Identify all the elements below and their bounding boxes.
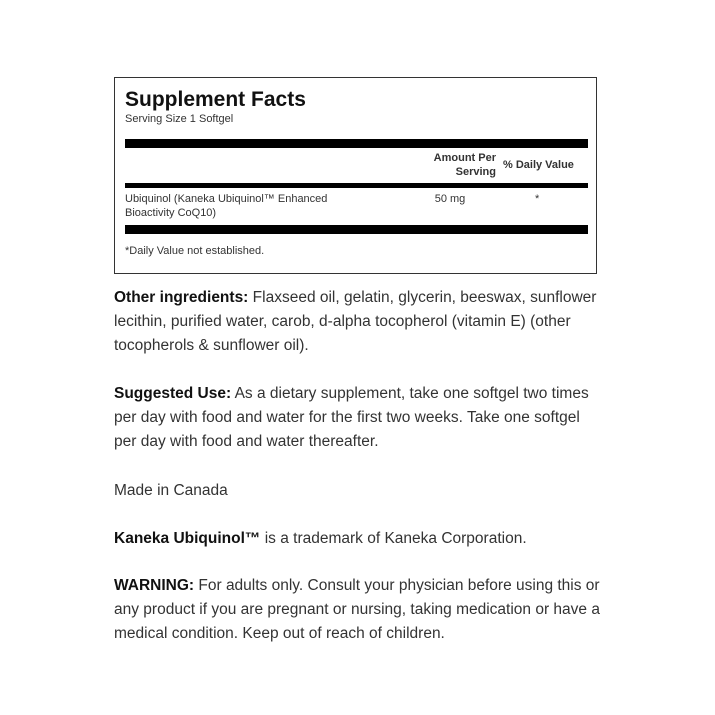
trademark-paragraph <box>114 527 600 551</box>
ingredient-daily-value: * <box>535 193 540 205</box>
bottom-divider-bar <box>125 225 588 234</box>
daily-value-footnote: *Daily Value not established. <box>125 245 265 257</box>
other-ingredients-paragraph <box>114 286 600 358</box>
other-ingredients-label: Other ingredients: <box>114 289 249 306</box>
suggested-use-text: As a dietary supplement, take one softgel two times per day with food and water for the first two weeks. Take one softgel per day with food and water thereafter. <box>114 385 589 450</box>
supplement-facts-title: Supplement Facts <box>125 88 306 111</box>
ingredient-amount: 50 mg <box>434 193 466 205</box>
supplement-facts-panel <box>114 77 597 274</box>
daily-value-header: % Daily Value <box>503 159 574 171</box>
trademark-text: is a trademark of Kaneka Corporation. <box>260 530 527 547</box>
header-divider-bar <box>125 183 588 188</box>
top-divider-bar <box>125 139 588 148</box>
warning-paragraph <box>114 574 600 646</box>
warning-label: WARNING: <box>114 577 195 594</box>
serving-size: Serving Size 1 Softgel <box>125 113 234 125</box>
trademark-label: Kaneka Ubiquinol™ <box>114 530 261 547</box>
made-in-paragraph: Made in Canada <box>114 482 228 499</box>
other-ingredients-text: Flaxseed oil, gelatin, glycerin, beeswax, sunflower lecithin, purified water, carob, d-alpha tocopherol (vitamin E) (other tocopherols & sunflower oil). <box>114 289 597 354</box>
ingredient-name: Ubiquinol (Kaneka Ubiquinol™ Enhanced Bioactivity CoQ10) <box>125 193 328 219</box>
warning-text: For adults only. Consult your physician before using this or any product if you are pregnant or nursing, taking medication or have a medical condition. Keep out of reach of children. <box>114 577 600 642</box>
suggested-use-label: Suggested Use: <box>114 385 232 402</box>
amount-per-serving-header: Amount Per Serving <box>433 152 496 178</box>
suggested-use-paragraph <box>114 382 600 454</box>
